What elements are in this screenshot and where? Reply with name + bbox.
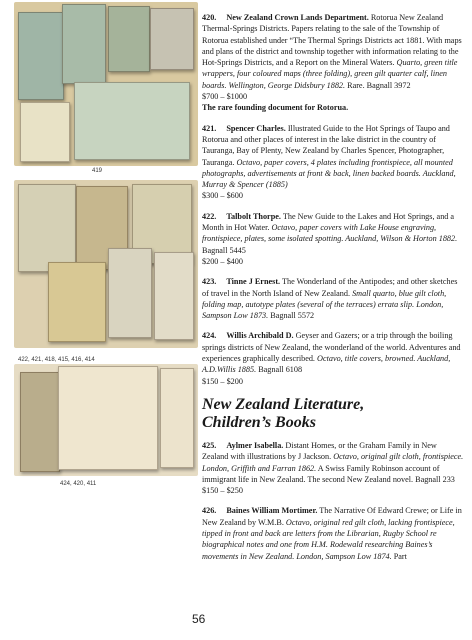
book-green-guide: [108, 6, 150, 72]
book-tourist-guide: [154, 252, 194, 340]
book-wonderland: [20, 102, 70, 162]
section-heading-line-2: Children’s Books: [202, 413, 316, 431]
lot-entry-424: [202, 330, 464, 386]
lot-price: $150 – $250: [202, 486, 243, 496]
lot-reference: A Swiss Family Robinson account of immigrant life in New Zealand. The second New Zealand novel. Bagnall 233: [202, 463, 455, 484]
photo-caption-1: 419: [92, 168, 103, 174]
lot-description: Distant Homes, or the Graham Family in New Zealand with illustrations by J Jackson.: [202, 440, 437, 462]
page-number: 56: [192, 612, 206, 626]
book-picturesque-new-zealand-2: [62, 4, 106, 84]
lot-physical: Octavo, original red gilt cloth, lacking frontispiece, tipped in front and back are letters from the Librarian, Rugby School re biographical notes and one from H.M. Rodewald researching Baines’s movements in New Zealand. London, Sampson Low 1874.: [202, 517, 455, 561]
book-new-zealand-guide: [108, 248, 152, 338]
photo-caption-3: 424, 420, 411: [60, 481, 97, 487]
lot-physical: Octavo, title covers, browned. Auckland, A.D.Willis 1885.: [202, 354, 451, 375]
lot-title: New Zealand Crown Lands Department.: [226, 13, 369, 22]
lot-title: Aylmer Isabella.: [226, 440, 284, 450]
lot-description: Illustrated Guide to the Hot Springs of Taupo and Rotorua and other places of interest in the lake district in the country of Tauranga, Bay of Plenty, New Zealand by Charles Spencer, Photographer, Tauranga.: [202, 123, 450, 167]
lot-title: Talbolt Thorpe.: [226, 211, 281, 221]
lot-price: $150 – $200: [202, 376, 243, 386]
lot-entry-420: [202, 12, 464, 114]
lot-description: Rotorua New Zealand Thermal-Springs Districts. Papers relating to the sale of the Township of Rotorua established under “The Thermal Springs Districts act 1881. With maps and plans of the district and township together with information relating to the Hot-Springs Districts, and a Report on the Mineral Waters.: [202, 13, 462, 68]
lot-reference: Rare. Bagnall 3972: [347, 80, 411, 90]
lot-number: 421.: [202, 123, 217, 133]
lot-number: 420.: [202, 13, 217, 22]
lot-entry-421: [202, 123, 464, 202]
photo-lot-419: [14, 2, 198, 166]
photo-lots-411-420-424: [14, 364, 198, 476]
lot-number: 426.: [202, 506, 217, 516]
lot-number: 424.: [202, 331, 217, 341]
lot-reference: Part: [393, 551, 407, 561]
lot-reference: Bagnall 6108: [258, 365, 303, 375]
photo-caption-2: 422, 421, 418, 415, 416, 414: [18, 357, 95, 363]
lot-title: Baines William Mortimer.: [226, 506, 318, 516]
book-hot-lakes-volcanoes: [48, 262, 106, 342]
lot-description: The Wonderland of the Antipodes; and other sketches of travel in the North Island of New Zealand.: [202, 277, 458, 298]
lot-number: 422.: [202, 211, 217, 221]
lot-price: $200 – $400: [202, 256, 243, 266]
lot-number: 425.: [202, 440, 217, 450]
lot-title: Willis Archibald D.: [226, 331, 294, 341]
lot-price: $700 – $1000: [202, 92, 248, 102]
lot-description: The Narrative Of Edward Crewe; or Life in New Zealand by W.M.B.: [202, 506, 462, 527]
book-new-guide-to-the-lakes: [18, 184, 76, 272]
catalogue-text-column: [202, 12, 464, 571]
section-heading: [202, 396, 464, 432]
book-rotorua-papers: [20, 372, 60, 472]
photo-lots-414-422: [14, 180, 198, 348]
lot-title: Spencer Charles.: [226, 123, 286, 133]
lot-physical: Octavo, original gilt cloth, frontispiece. London, Griffith and Farran 1862.: [202, 452, 464, 473]
lot-title: Tinne J Ernest.: [226, 277, 281, 287]
section-heading-line-1: New Zealand Literature,: [202, 395, 365, 413]
book-grey-guide: [150, 8, 194, 70]
lot-physical: Quarto, green title wrappers, four coloured maps (three folding), green gilt quarter calf, linen boards. Wellington, George Didsbury 1882.: [202, 58, 458, 90]
lot-entry-425: [202, 440, 464, 496]
book-geysers-and-gazers: [58, 366, 158, 470]
lot-number: 423.: [202, 277, 217, 287]
lot-description: The New Guide to the Lakes and Hot Springs, and a Month in Hot Water.: [202, 211, 455, 233]
lot-physical: Octavo, paper covers with Lake House engraving, frontispiece, plates, some isolated spotting. Auckland, Wilson & Horton 1882.: [202, 223, 458, 244]
lot-reference: Bagnall 5445: [202, 245, 246, 255]
lot-entry-422: [202, 211, 464, 267]
lot-entry-423: [202, 276, 464, 321]
book-picturesque-new-zealand: [18, 12, 64, 100]
lot-reference: Bagnall 5572: [270, 311, 315, 321]
lot-physical: Small quarto, blue gilt cloth, folding map, autotype plates (several of the terraces) errata slip. London, Sampson Low 1873.: [202, 288, 447, 321]
lot-entry-426: [202, 505, 464, 561]
book-thermal-springs: [160, 368, 194, 468]
lot-price: $300 – $600: [202, 191, 243, 201]
lot-note: The rare founding document for Rotorua.: [202, 103, 349, 113]
book-sale-of-township: [74, 82, 190, 160]
lot-physical: Octavo, paper covers, 4 plates including frontispiece, all mounted photographs, advertisements at front & back, linen backed boards. Auckland, Murray & Spencer (1885): [202, 157, 456, 190]
lot-description: Geyser and Gazers; or a trip through the boiling springs districts of New Zealand, the wonderland of the world. Adventures and experiences graphically described.: [202, 331, 461, 364]
